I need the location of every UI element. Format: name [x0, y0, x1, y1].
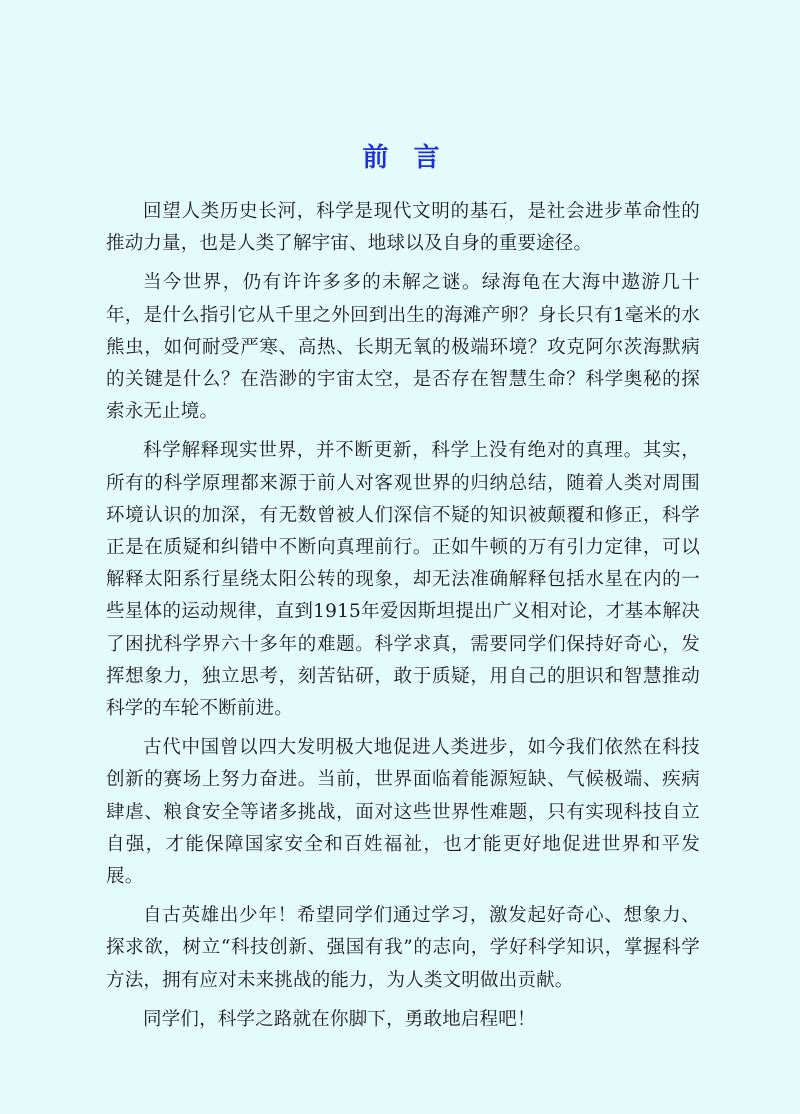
preface-body	[106, 196, 700, 1036]
paragraph-6: 同学们，科学之路就在你脚下，勇敢地启程吧！	[143, 1008, 536, 1030]
page-title: 前 言	[362, 143, 444, 173]
paragraph-5: 自古英雄出少年！希望同学们通过学习，激发起好奇心、想象力、探求欲，树立“科技创新、强国有我”的志向，学好科学知识，掌握科学方法，拥有应对未来挑战的能力，为人类文明做出贡献。	[106, 905, 700, 991]
paragraph-2: 当今世界，仍有许许多多的未解之谜。绿海龟在大海中遨游几十年，是什么指引它从千里之外回到出生的海滩产卵？身长只有1毫米的水熊虫，如何耐受严寒、高热、长期无氧的极端环境？攻克阿尔茨海默病的关键是什么？在浩渺的宇宙太空，是否存在智慧生命？科学奥秘的探索永无止境。	[106, 272, 700, 423]
paragraph-1: 回望人类历史长河，科学是现代文明的基石，是社会进步革命性的推动力量，也是人类了解宇宙、地球以及自身的重要途径。	[106, 201, 700, 255]
paragraph-3: 科学解释现实世界，并不断更新，科学上没有绝对的真理。其实，所有的科学原理都来源于前人对客观世界的归纳总结，随着人类对周围环境认识的加深，有无数曾被人们深信不疑的知识被颠覆和修正，科学正是在质疑和纠错中不断向真理前行。正如牛顿的万有引力定律，可以解释太阳系行星绕太阳公转的现象，却无法准确解释包括水星在内的一些星体的运动规律，直到1915年爱因斯坦提出广义相对论，才基本解决了困扰科学界六十多年的难题。科学求真，需要同学们保持好奇心，发挥想象力，独立思考，刻苦钻研，敢于质疑，用自己的胆识和智慧推动科学的车轮不断前进。	[106, 440, 700, 720]
paragraph-4: 古代中国曾以四大发明极大地促进人类进步，如今我们依然在科技创新的赛场上努力奋进。当前，世界面临着能源短缺、气候极端、疾病肆虐、粮食安全等诸多挑战，面对这些世界性难题，只有实现科技自立自强，才能保障国家安全和百姓福祉，也才能更好地促进世界和平发展。	[106, 737, 700, 888]
